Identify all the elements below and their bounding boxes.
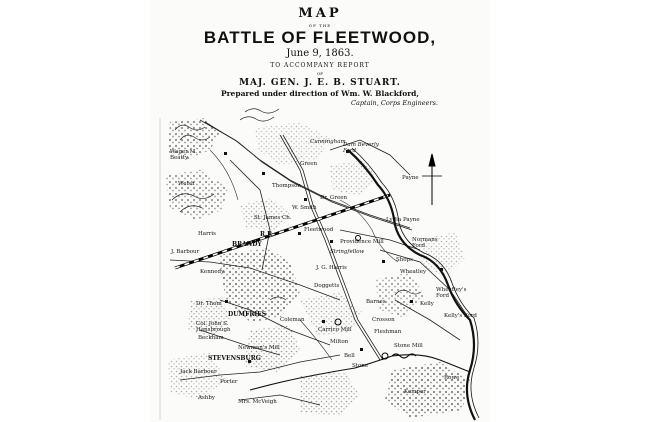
north-arrow-icon: [422, 154, 442, 205]
label-smith: W. Smith: [292, 205, 317, 211]
label-lydia-payne: Lydia Payne: [386, 217, 420, 223]
label-providence-mill: Providence Mill: [340, 239, 384, 245]
label-green: Green: [300, 161, 318, 167]
general-name: MAJ. GEN. J. E. B. STUART.: [239, 78, 401, 88]
label-thompson: Thompson: [272, 183, 301, 189]
label-hansbrough: Col. John S. Hansbrough: [196, 321, 231, 333]
label-kennedy: Kennedy: [200, 269, 225, 275]
battle-date: June 9, 1863.: [286, 48, 354, 59]
accompany-report-line: TO ACCOMPANY REPORT: [270, 62, 370, 69]
label-beckham: Beckham: [198, 335, 224, 341]
label-stone: Stone: [352, 363, 369, 369]
label-st-james: St. James Ch.: [254, 215, 292, 221]
label-fleshman: Fleshman: [374, 329, 402, 335]
label-jg-harris: J. G. Harris: [316, 265, 347, 271]
label-bell: Bell: [344, 353, 355, 359]
label-wheatley: Wheatley: [400, 269, 427, 275]
label-normans-ford: Normans Ford: [412, 237, 438, 249]
of-the-line: OF THE: [308, 23, 332, 28]
label-barnes: Barnes: [366, 299, 386, 305]
label-railroad: R.R.: [260, 231, 275, 238]
map-heading: MAP: [298, 6, 342, 21]
map-title: BATTLE OF FLEETWOOD,: [203, 28, 437, 47]
label-cunningham: Cunningham: [310, 139, 346, 145]
label-kemper: Kemper: [404, 389, 426, 395]
label-j-barbour: J. Barbour: [171, 249, 200, 255]
label-crosson: Crosson: [372, 317, 395, 323]
label-jack-barbour: Jack Barbour: [180, 369, 217, 375]
label-welsh: Welsh: [178, 181, 195, 187]
label-porter: Porter: [220, 379, 238, 385]
label-coleman: Coleman: [280, 317, 305, 323]
label-newmans-mill: Newman's Mill: [238, 345, 280, 351]
label-kellys-ford: Kelly's Ford: [444, 313, 477, 319]
label-payne: Payne: [402, 175, 419, 181]
label-ashby: Ashby: [198, 395, 215, 401]
captain-line: Captain, Corps Engineers.: [350, 99, 438, 107]
label-carrico-mill: Carrico Mill: [318, 327, 352, 333]
label-doggetts: Doggetts: [314, 283, 340, 289]
label-shops: Shops: [396, 257, 413, 263]
label-milton: Milton: [330, 339, 349, 345]
label-brandy: BRANDY: [232, 241, 262, 248]
label-dr-thom: Dr. Thom: [196, 301, 222, 307]
label-beatty: Wager M. Beatty: [170, 149, 197, 161]
label-kelly: Kelly: [420, 301, 434, 307]
prepared-by-line: Prepared under direction of Wm. W. Blackford,: [220, 89, 420, 98]
of-line: OF: [316, 71, 324, 76]
label-dumfries: DUMFRIES: [228, 311, 267, 318]
label-fleetwood: Fleetwood: [304, 227, 334, 233]
label-stone-mill: Stone Mill: [394, 343, 423, 349]
label-stringfellow: Stringfellow: [330, 249, 365, 255]
label-dr-green: Dr. Green: [320, 195, 348, 201]
label-harris: Harris: [198, 231, 216, 237]
label-beverly-ford: Dam Beverly Ford: [343, 142, 379, 154]
label-mcveigh: Mrs. McVeigh: [238, 399, 277, 405]
label-stevensburg: STEVENSBURG: [208, 355, 261, 362]
label-wheatleys-ford: Wheatley's Ford: [436, 287, 467, 299]
label-rowe: Rowe: [444, 375, 460, 381]
